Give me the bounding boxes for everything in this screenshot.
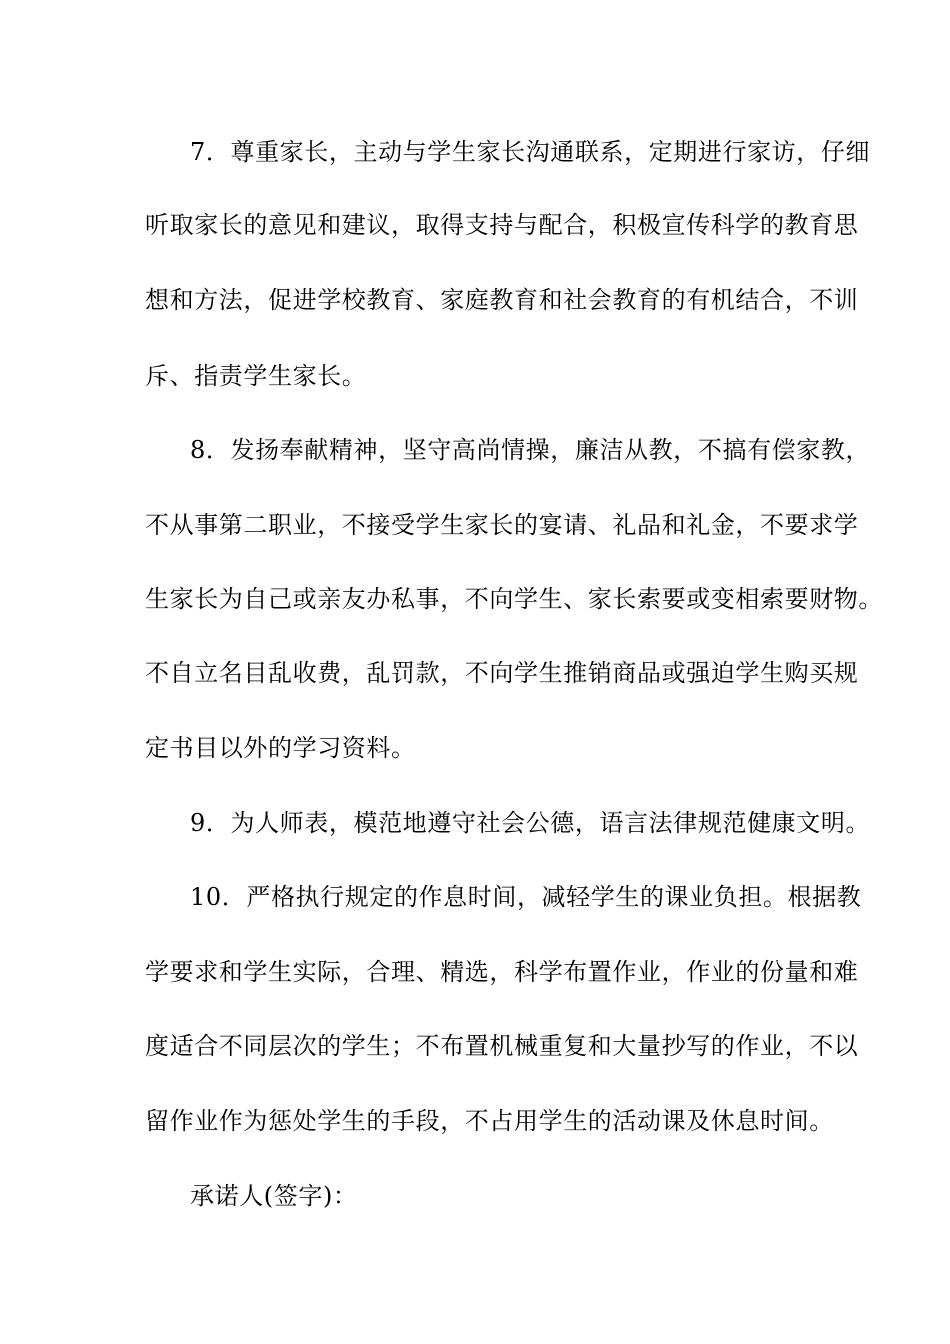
paragraph-8-line-1: 8．发扬奉献精神，坚守高尚情操，廉洁从教，不搞有偿家教， [190,436,871,464]
paragraph-9-line-1: 9．为人师表，模范地遵守社会公德，语言法律规范健康文明。 [190,809,871,837]
signature-label: 承诺人(签字)： [190,1182,358,1210]
paragraph-8-line-2: 不从事第二职业，不接受学生家长的宴请、礼品和礼金，不要求学 [145,511,859,539]
paragraph-7-line-4: 斥、指责学生家长。 [145,362,367,390]
paragraph-10-line-4: 留作业作为惩处学生的手段，不占用学生的活动课及休息时间。 [145,1107,834,1135]
paragraph-10-line-1: 10．严格执行规定的作息时间，减轻学生的课业负担。根据教 [190,883,862,911]
paragraph-7-line-3: 想和方法，促进学校教育、家庭教育和社会教育的有机结合，不训 [145,286,859,314]
paragraph-8-line-5: 定书目以外的学习资料。 [145,734,416,762]
paragraph-10-line-3: 度适合不同层次的学生；不布置机械重复和大量抄写的作业，不以 [145,1032,859,1060]
paragraph-7-line-1: 7．尊重家长，主动与学生家长沟通联系，定期进行家访，仔细 [190,138,871,166]
paragraph-8-line-4: 不自立名目乱收费，乱罚款，不向学生推销商品或强迫学生购买规 [145,659,859,687]
paragraph-8-line-3: 生家长为自己或亲友办私事，不向学生、家长索要或变相索要财物。 [145,585,883,613]
paragraph-7-line-2: 听取家长的意见和建议，取得支持与配合，积极宣传科学的教育思 [145,211,859,239]
paragraph-10-line-2: 学要求和学生实际，合理、精选，科学布置作业，作业的份量和难 [145,958,859,986]
